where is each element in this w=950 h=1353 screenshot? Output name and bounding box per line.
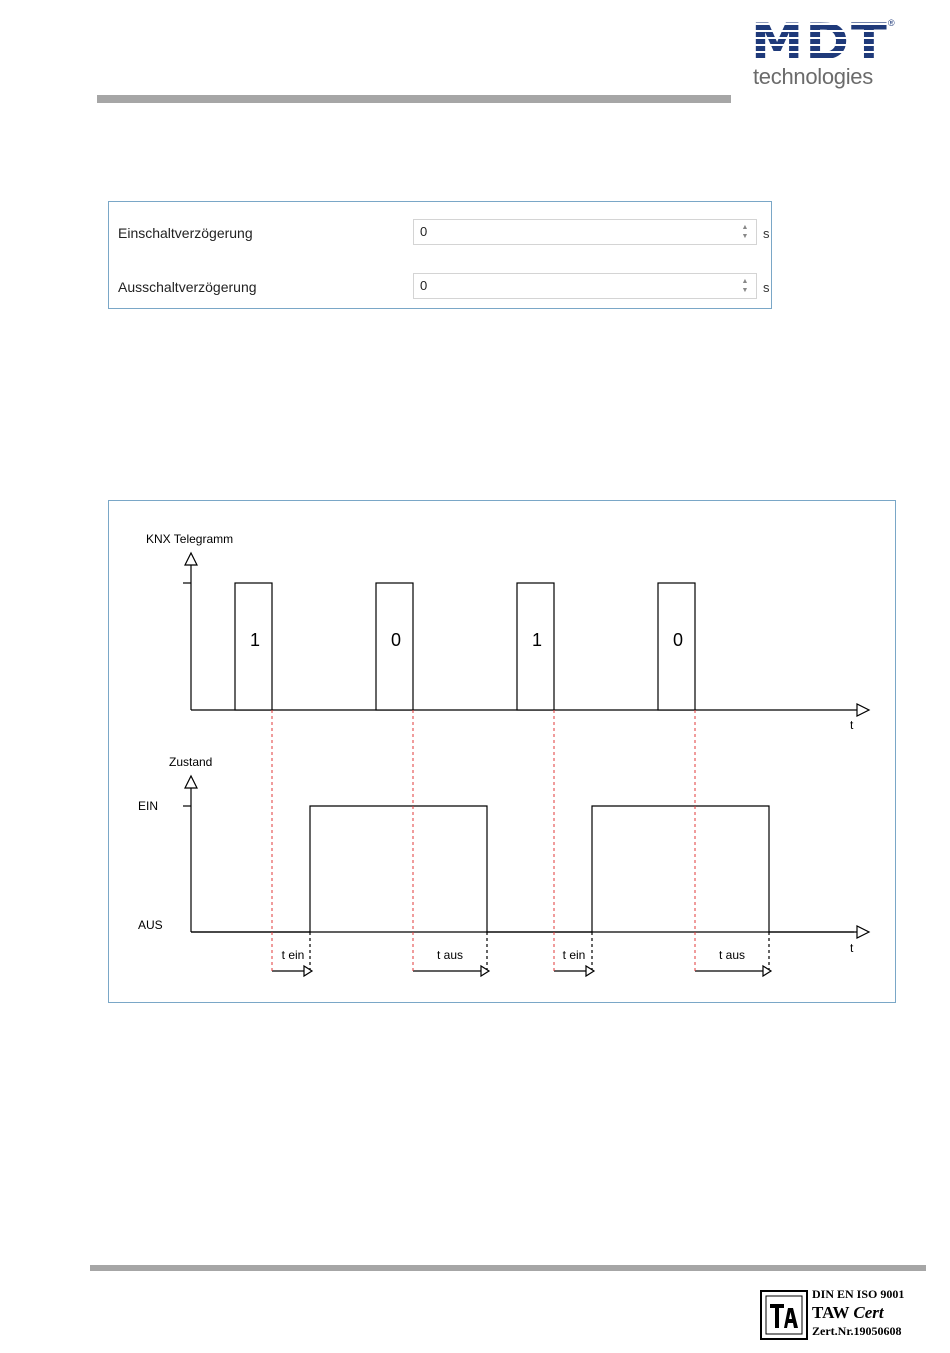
level-high-label: EIN [138,799,159,813]
bottom-y-label: Zustand [169,755,213,769]
top-y-label: KNX Telegramm [146,532,234,546]
level-low-label: AUS [138,918,163,932]
top-x-label: t [850,718,854,732]
delay-arrowhead-icon [586,966,594,976]
einschaltverzoegerung-input[interactable] [413,219,757,245]
parameter-panel [108,201,772,309]
timing-diagram-svg [109,501,897,1004]
mdt-logo [750,13,900,93]
delay-label: t aus [718,948,746,962]
telegram-value: 1 [249,630,261,650]
cert-standard: DIN EN ISO 9001 [812,1287,905,1301]
header-divider [97,95,731,103]
registered-mark: ® [888,18,895,28]
ausschaltverzoegerung-input[interactable] [413,273,757,299]
taw-cert-logo-icon [760,1290,808,1340]
cert-name-a: TAW [812,1303,854,1322]
param-label-einschaltverzoegerung: Einschaltverzögerung [118,225,253,241]
input-value: 0 [420,224,428,239]
cert-name-b: Cert [853,1303,884,1322]
cert-name [812,1302,942,1324]
delay-arrowhead-icon [481,966,489,976]
telegram-value: 1 [531,630,543,650]
unit-label: s [763,280,770,295]
telegram-value: 0 [672,630,684,650]
bottom-x-label: t [850,941,854,955]
certification-text [812,1287,942,1339]
logo-brand: MDT [747,18,894,66]
state-signal-1 [191,806,592,932]
delay-arrowhead-icon [304,966,312,976]
delay-label: t ein [562,948,586,962]
delay-arrowhead-icon [763,966,771,976]
delay-label: t aus [436,948,464,962]
top-x-axis-arrow-icon [857,704,869,716]
timing-diagram [108,500,896,1003]
spinner-arrows-icon[interactable]: ▲ ▼ [741,278,749,294]
state-signal-2 [592,806,854,932]
top-y-axis-arrow-icon [185,553,197,565]
bottom-x-axis-arrow-icon [857,926,869,938]
input-value: 0 [420,278,428,293]
delay-label: t ein [281,948,305,962]
cert-number: Zert.Nr.19050608 [812,1324,902,1338]
footer-divider [90,1265,926,1271]
logo-subtitle: technologies [753,64,873,89]
bottom-y-axis-arrow-icon [185,776,197,788]
telegram-value: 0 [390,630,402,650]
spinner-arrows-icon[interactable]: ▲ ▼ [741,224,749,240]
param-label-ausschaltverzoegerung: Ausschaltverzögerung [118,279,257,295]
unit-label: s [763,226,770,241]
